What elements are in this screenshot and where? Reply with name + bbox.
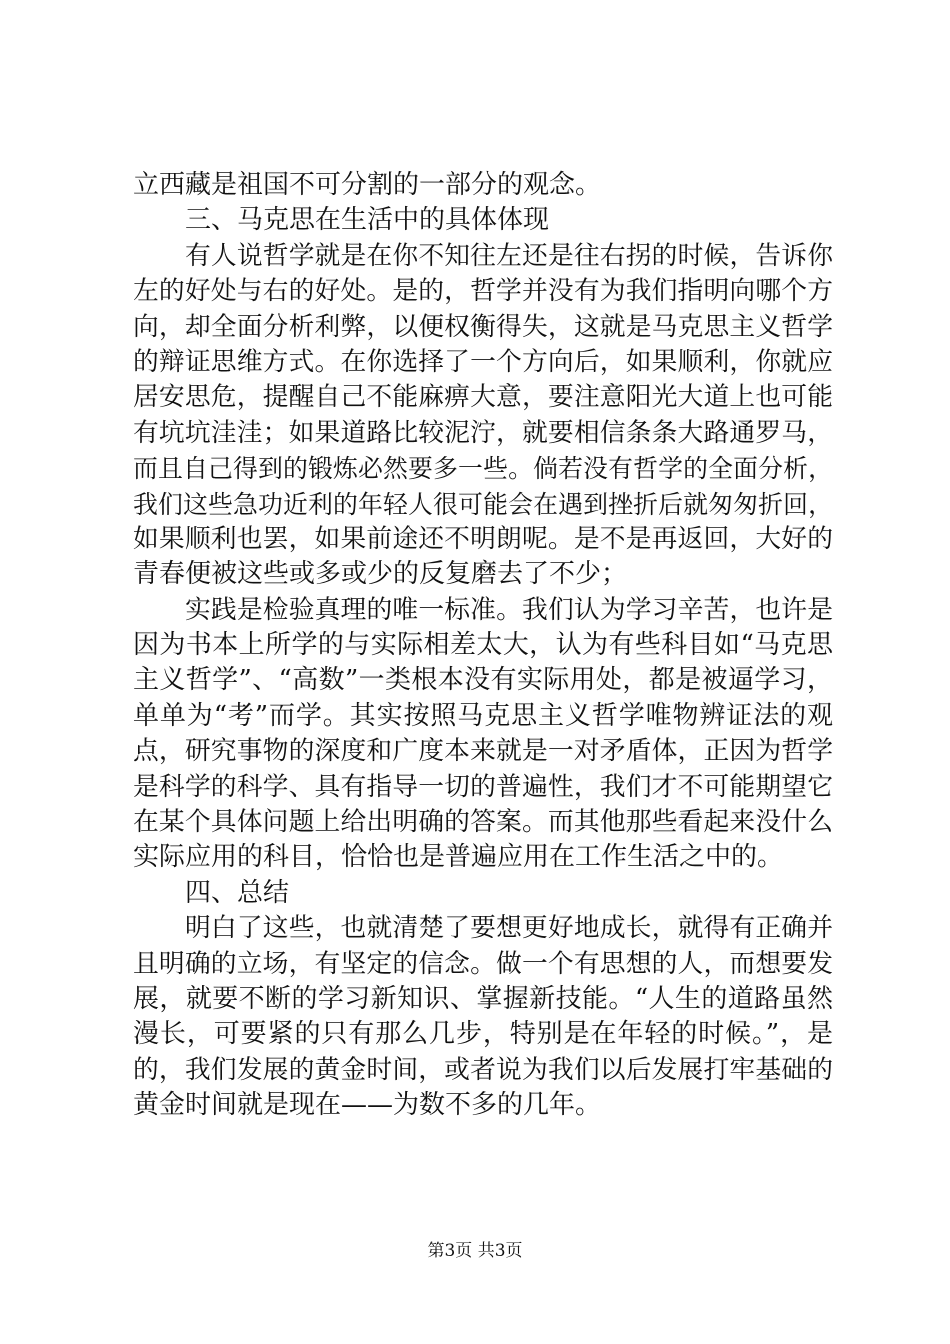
text-line: 在某个具体问题上给出明确的答案。而其他那些看起来没什么 xyxy=(133,807,833,838)
text-line: 且明确的立场，有坚定的信念。做一个有思想的人，而想要发 xyxy=(133,948,833,979)
text-line: 单单为“考”而学。其实按照马克思主义哲学唯物辨证法的观 xyxy=(133,700,833,731)
text-line: 左的好处与右的好处。是的，哲学并没有为我们指明向哪个方 xyxy=(133,276,833,307)
document-body xyxy=(133,168,833,1124)
text-line: 的辩证思维方式。在你选择了一个方向后，如果顺利，你就应 xyxy=(133,346,833,377)
text-line: 因为书本上所学的与实际相差太大，认为有些科目如“马克思 xyxy=(133,630,833,661)
text-line: 四、总结 xyxy=(185,877,290,908)
text-line: 三、马克思在生活中的具体体现 xyxy=(185,205,550,236)
text-line: 立西藏是祖国不可分割的一部分的观念。 xyxy=(133,170,602,200)
text-line: 有人说哲学就是在你不知往左还是往右拐的时候，告诉你 xyxy=(185,240,833,271)
text-line: 的，我们发展的黄金时间，或者说为我们以后发展打牢基础的 xyxy=(133,1054,833,1085)
text-line: 有坑坑洼洼；如果道路比较泥泞，就要相信条条大路通罗马， xyxy=(133,417,833,448)
text-line: 我们这些急功近利的年轻人很可能会在遇到挫折后就匆匆折回， xyxy=(133,489,833,519)
text-line: 青春便被这些或多或少的反复磨去了不少； xyxy=(133,559,628,590)
text-line: 实际应用的科目，恰恰也是普遍应用在工作生活之中的。 xyxy=(133,842,784,873)
text-line: 漫长，可要紧的只有那么几步，特别是在年轻的时候。”，是 xyxy=(133,1019,833,1050)
text-line: 点，研究事物的深度和广度本来就是一对矛盾体，正因为哲学 xyxy=(133,736,833,767)
page-footer: 第3页 共3页 xyxy=(427,1241,523,1261)
text-line: 展，就要不断的学习新知识、掌握新技能。“人生的道路虽然 xyxy=(133,983,833,1014)
text-line: 实践是检验真理的唯一标准。我们认为学习辛苦，也许是 xyxy=(185,594,833,625)
text-line: 主义哲学”、“高数”一类根本没有实际用处，都是被逼学习， xyxy=(133,665,833,696)
text-line: 而且自己得到的锻炼必然要多一些。倘若没有哲学的全面分析， xyxy=(133,454,833,484)
text-line: 如果顺利也罢，如果前途还不明朗呢。是不是再返回，大好的 xyxy=(133,523,833,554)
text-line: 明白了这些，也就清楚了要想更好地成长，就得有正确并 xyxy=(185,913,833,944)
text-line: 黄金时间就是现在——为数不多的几年。 xyxy=(133,1090,602,1121)
text-line: 居安思危，提醒自己不能麻痹大意，要注意阳光大道上也可能 xyxy=(133,382,833,413)
text-line: 是科学的科学、具有指导一切的普遍性，我们才不可能期望它 xyxy=(133,771,833,802)
text-line: 向，却全面分析利弊，以便权衡得失，这就是马克思主义哲学 xyxy=(133,311,833,342)
